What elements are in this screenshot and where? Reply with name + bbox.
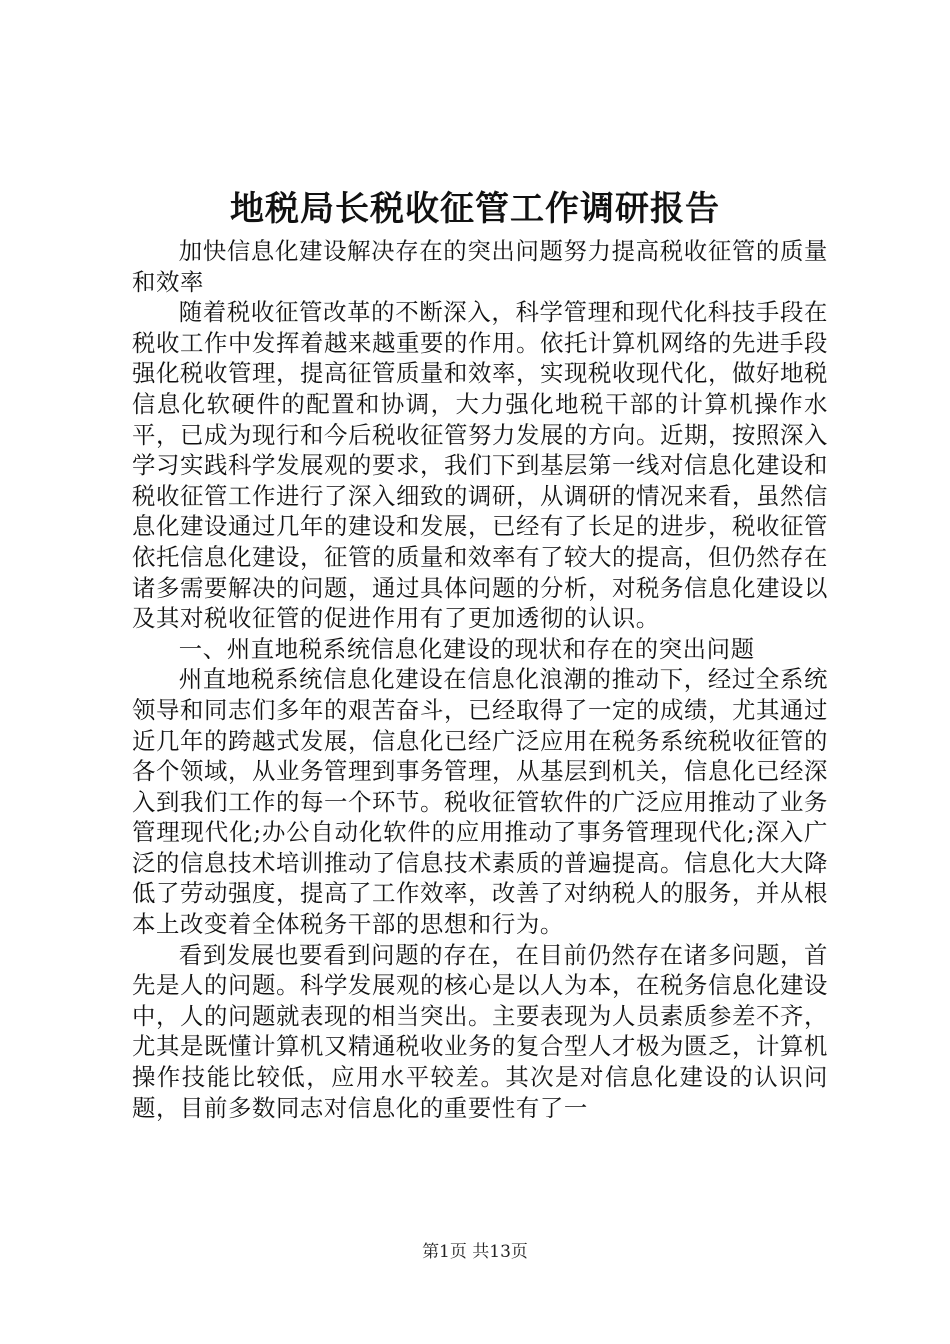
- paragraph: 看到发展也要看到问题的存在，在目前仍然存在诸多问题，首先是人的问题。科学发展观的核心是以人为本，在税务信息化建设中，人的问题就表现的相当突出。主要表现为人员素质参差不齐，尤其是既懂计算机又精通税收业务的复合型人才极为匮乏，计算机操作技能比较低，应用水平较差。其次是对信息化建设的认识问题，目前多数同志对信息化的重要性有了一: [132, 940, 828, 1122]
- section-heading: 一、州直地税系统信息化建设的现状和存在的突出问题: [178, 634, 755, 663]
- document-title: 地税局长税收征管工作调研报告: [230, 189, 720, 229]
- document-body: [132, 236, 828, 1123]
- paragraph: 随着税收征管改革的不断深入，科学管理和现代化科技手段在税收工作中发挥着越来越重要的作用。依托计算机网络的先进手段强化税收管理，提高征管质量和效率，实现税收现代化，做好地税信息化软硬件的配置和协调，大力强化地税干部的计算机操作水平，已成为现行和今后税收征管努力发展的方向。近期，按照深入学习实践科学发展观的要求，我们下到基层第一线对信息化建设和税收征管工作进行了深入细致的调研，从调研的情况来看，虽然信息化建设通过几年的建设和发展，已经有了长足的进步，税收征管依托信息化建设，征管的质量和效率有了较大的提高，但仍然存在诸多需要解决的问题，通过具体问题的分析，对税务信息化建设以及其对税收征管的促进作用有了更加透彻的认识。: [132, 298, 828, 633]
- paragraph: 州直地税系统信息化建设在信息化浪潮的推动下，经过全系统领导和同志们多年的艰苦奋斗，已经取得了一定的成绩，尤其通过近几年的跨越式发展，信息化已经广泛应用在税务系统税收征管的各个领域，从业务管理到事务管理，从基层到机关，信息化已经深入到我们工作的每一个环节。税收征管软件的广泛应用推动了业务管理现代化;办公自动化软件的应用推动了事务管理现代化;深入广泛的信息技术培训推动了信息技术素质的普遍提高。信息化大大降低了劳动强度，提高了工作效率，改善了对纳税人的服务，并从根本上改变着全体税务干部的思想和行为。: [132, 665, 828, 939]
- page-footer: 第1页 共13页: [422, 1242, 528, 1262]
- paragraph-subtitle: 加快信息化建设解决存在的突出问题努力提高税收征管的质量和效率: [132, 237, 828, 296]
